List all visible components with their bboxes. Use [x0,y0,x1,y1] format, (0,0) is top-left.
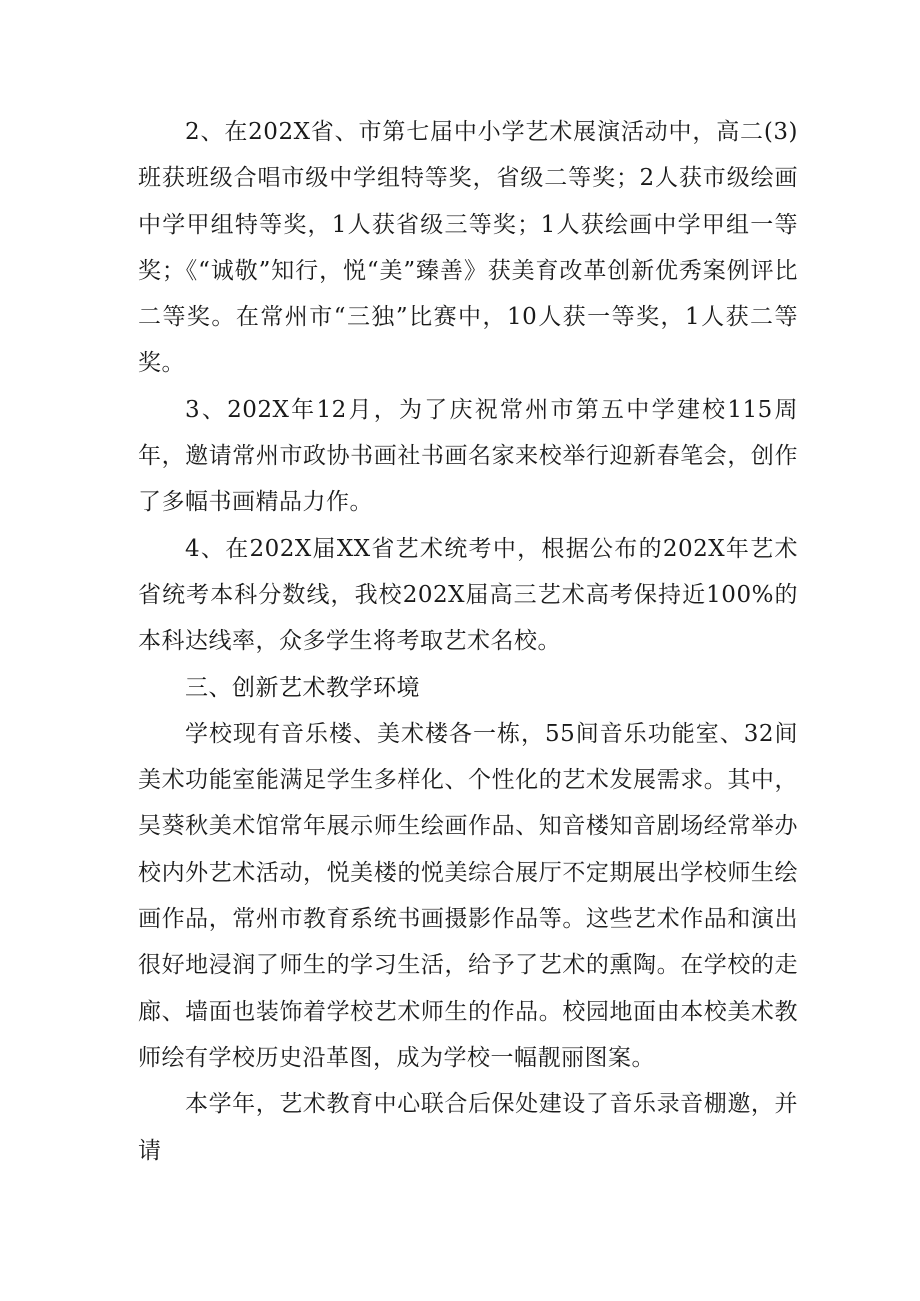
paragraph-studio: 本学年，艺术教育中心联合后保处建设了音乐录音棚邀，并请 [138,1091,798,1164]
paragraph-award-2: 2、在202X省、市第七届中小学艺术展演活动中，高二(3)班获班级合唱市级中学组特等奖，省级二等奖；2人获市级绘画中学甲组特等奖，1人获省级三等奖；1人获绘画中学甲组一等奖；《“诚敬”知行，悦“美”臻善》获美育改革创新优秀案例评比二等奖。在常州市“三独”比赛中，10人获一等奖，1人获二等奖。 [138,119,798,377]
paragraph-environment: 学校现有音乐楼、美术楼各一栋，55间音乐功能室、32间美术功能室能满足学生多样化、个性化的艺术发展需求。其中，吴葵秋美术馆常年展示师生绘画作品、知音楼知音剧场经常举办校内外艺术活动，悦美楼的悦美综合展厅不定期展出学校师生绘画作品，常州市教育系统书画摄影作品等。这些艺术作品和演出很好地浸润了师生的学习生活，给予了艺术的熏陶。在学校的走廊、墙面也装饰着学校艺术师生的作品。校园地面由本校美术教师绘有学校历史沿革图，成为学校一幅靓丽图案。 [138,720,798,1071]
paragraph-award-3: 3、202X年12月，为了庆祝常州市第五中学建校115周年，邀请常州市政协书画社书画名家来校举行迎新春笔会，创作了多幅书画精品力作。 [138,396,798,516]
paragraph-award-4: 4、在202X届XX省艺术统考中，根据公布的202X年艺术省统考本科分数线，我校202X届高三艺术高考保持近100%的本科达线率，众多学生将考取艺术名校。 [138,535,798,655]
document-body [138,109,798,1174]
section-heading-environment: 三、创新艺术教学环境 [185,674,420,701]
